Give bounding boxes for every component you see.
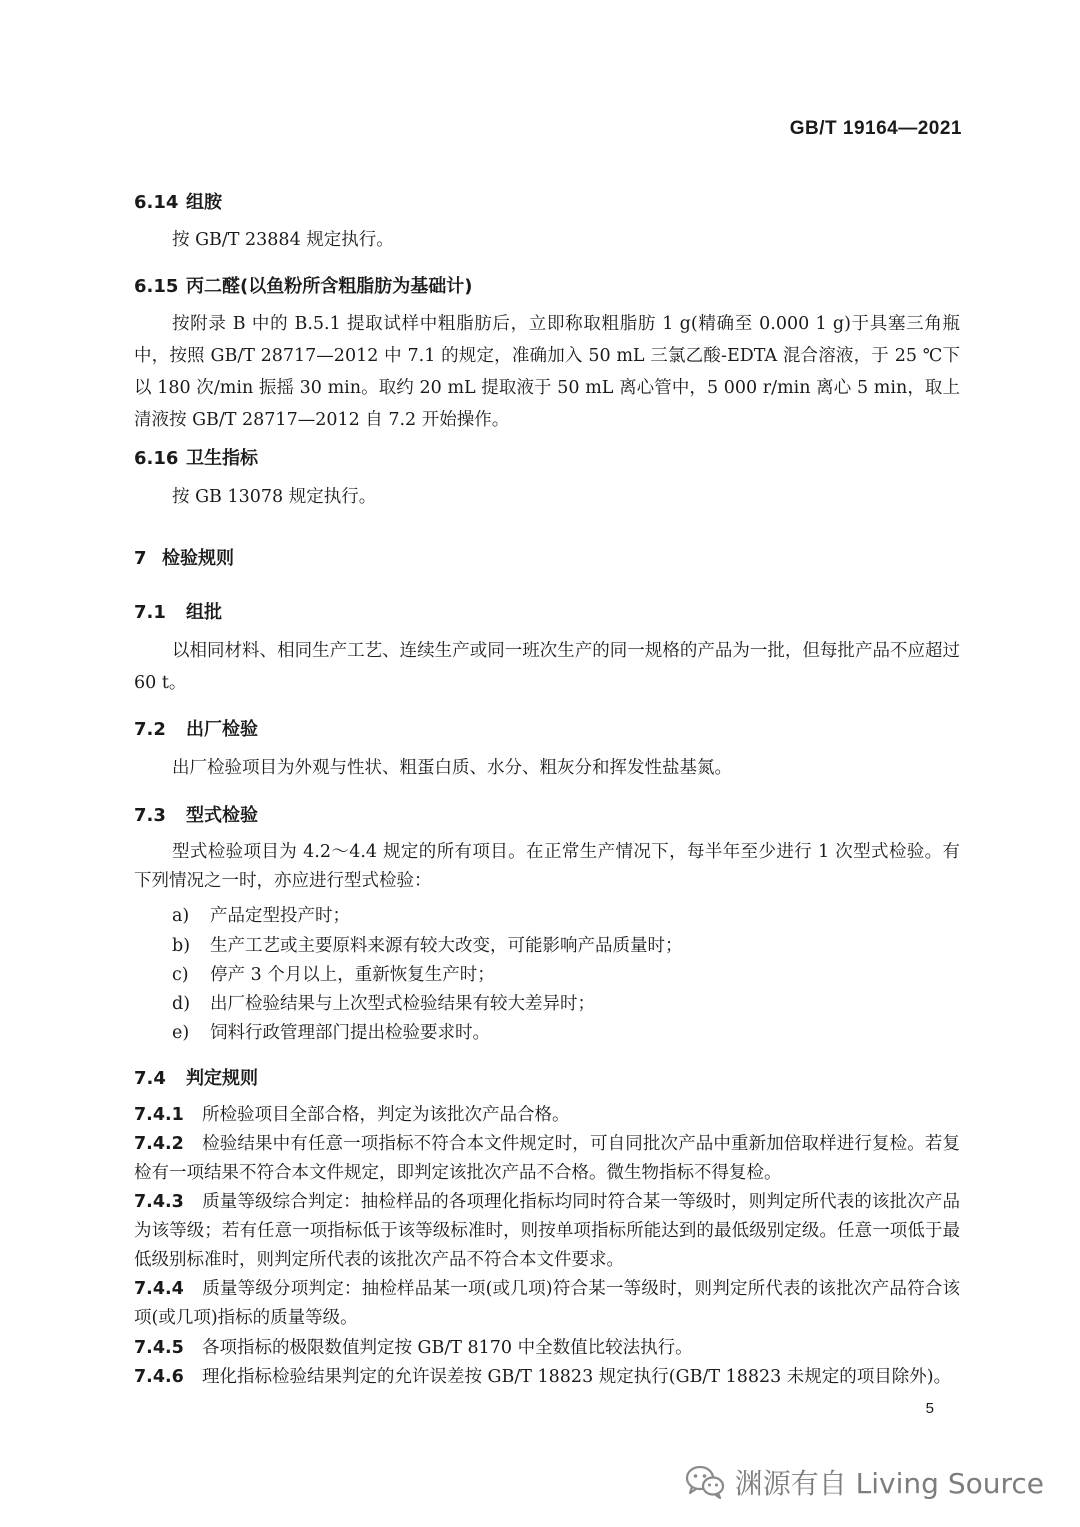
list-item-text: 停产 3 个月以上，重新恢复生产时； xyxy=(210,965,495,985)
clause-text: 所检验项目全部合格，判定为该批次产品合格。 xyxy=(202,1105,570,1125)
heading-7-3 xyxy=(134,801,258,827)
list-marker: e) xyxy=(172,1023,190,1043)
clause-text: 各项指标的极限数值判定按 GB/T 8170 中全数值比较法执行。 xyxy=(202,1338,693,1358)
clause-number: 7.4.3 xyxy=(134,1192,184,1212)
heading-title: 卫生指标 xyxy=(186,448,258,469)
heading-7-2 xyxy=(134,715,258,741)
heading-6-15 xyxy=(134,272,472,298)
page-number: 5 xyxy=(925,1400,934,1417)
clause-7-4-5 xyxy=(134,1334,960,1363)
heading-6-14 xyxy=(134,188,222,214)
heading-number: 7.1 xyxy=(134,602,166,623)
list-marker: c) xyxy=(172,965,189,985)
heading-number: 6.14 xyxy=(134,192,179,213)
heading-7-1 xyxy=(134,598,222,624)
clause-7-4-2 xyxy=(134,1130,960,1188)
watermark-text: 渊源有自 Living Source xyxy=(734,1467,1044,1500)
list-marker: b) xyxy=(172,936,191,956)
clause-number: 7.4.5 xyxy=(134,1338,184,1358)
heading-number: 7.2 xyxy=(134,719,166,740)
paragraph-7-1: 以相同材料、相同生产工艺、连续生产或同一班次生产的同一规格的产品为一批，但每批产品不应超过 60 t。 xyxy=(134,641,960,693)
clause-text: 理化指标检验结果判定的允许误差按 GB/T 18823 规定执行(GB/T 18823 未规定的项目除外)。 xyxy=(202,1367,952,1387)
heading-number: 7.3 xyxy=(134,805,166,826)
heading-title: 组胺 xyxy=(186,192,222,213)
heading-number: 6.15 xyxy=(134,276,179,297)
list-item-text: 产品定型投产时； xyxy=(210,906,350,926)
list-item xyxy=(172,902,350,927)
list-item-text: 出厂检验结果与上次型式检验结果有较大差异时； xyxy=(210,994,595,1014)
list-item xyxy=(172,961,495,986)
heading-title: 出厂检验 xyxy=(186,719,258,740)
list-item xyxy=(172,932,683,957)
paragraph-6-14: 按 GB/T 23884 规定执行。 xyxy=(172,230,394,250)
clause-number: 7.4.6 xyxy=(134,1367,184,1387)
heading-title: 组批 xyxy=(186,602,222,623)
list-item-text: 饲料行政管理部门提出检验要求时。 xyxy=(210,1023,490,1043)
heading-title: 型式检验 xyxy=(186,805,258,826)
clause-7-4-6 xyxy=(134,1363,960,1392)
paragraph-7-2: 出厂检验项目为外观与性状、粗蛋白质、水分、粗灰分和挥发性盐基氮。 xyxy=(172,758,732,778)
heading-6-16 xyxy=(134,444,258,470)
heading-number: 7.4 xyxy=(134,1068,166,1089)
list-item xyxy=(172,1019,490,1044)
heading-title: 丙二醛(以鱼粉所含粗脂肪为基础计) xyxy=(186,276,473,297)
heading-number: 6.16 xyxy=(134,448,179,469)
heading-title: 判定规则 xyxy=(186,1068,258,1089)
clause-7-4-4 xyxy=(134,1275,960,1333)
paragraph-6-16: 按 GB 13078 规定执行。 xyxy=(172,487,377,507)
clause-number: 7.4.2 xyxy=(134,1134,184,1154)
clause-number: 7.4.1 xyxy=(134,1105,184,1125)
list-marker: d) xyxy=(172,994,191,1014)
list-marker: a) xyxy=(172,906,190,926)
standard-number: GB/T 19164—2021 xyxy=(789,118,962,139)
clause-text: 质量等级综合判定：抽检样品的各项理化指标均同时符合某一等级时，则判定所代表的该批次产品为该等级；若有任意一项指标低于该等级标准时，则按单项指标所能达到的最低级别定级。任意一项低于最低级别标准时，则判定所代表的该批次产品不符合本文件要求。 xyxy=(134,1192,960,1270)
heading-title: 检验规则 xyxy=(162,548,234,569)
clause-text: 质量等级分项判定：抽检样品某一项(或几项)符合某一等级时，则判定所代表的该批次产品符合该项(或几项)指标的质量等级。 xyxy=(134,1279,960,1328)
watermark xyxy=(685,1462,1044,1502)
paragraph-7-3: 型式检验项目为 4.2～4.4 规定的所有项目。在正常生产情况下，每半年至少进行 1 次型式检验。有下列情况之一时，亦应进行型式检验： xyxy=(134,842,960,891)
list-item-text: 生产工艺或主要原料来源有较大改变，可能影响产品质量时； xyxy=(210,936,683,956)
clause-7-4-3 xyxy=(134,1188,960,1275)
paragraph-6-15: 按附录 B 中的 B.5.1 提取试样中粗脂肪后，立即称取粗脂肪 1 g(精确至 0.000 1 g)于具塞三角瓶中，按照 GB/T 28717—2012 中 7.1 的规定，准确加入 50 mL 三氯乙酸-EDTA 混合溶液，于 25 ℃下以 180 次/min 振摇 30 min。取约 20 mL 提取液于 50 mL 离心管中，5 000 r/min 离心 5 min，取上清液按 GB/T 28717—2012 自 7.2 开始操作。 xyxy=(134,314,960,430)
heading-7-4 xyxy=(134,1064,258,1090)
wechat-icon xyxy=(685,1464,725,1500)
clause-7-4-1 xyxy=(134,1101,960,1130)
heading-number: 7 xyxy=(134,548,147,569)
heading-7 xyxy=(134,544,234,570)
clause-number: 7.4.4 xyxy=(134,1279,184,1299)
list-item xyxy=(172,990,595,1015)
clause-text: 检验结果中有任意一项指标不符合本文件规定时，可自同批次产品中重新加倍取样进行复检。若复检有一项结果不符合本文件规定，即判定该批次产品不合格。微生物指标不得复检。 xyxy=(134,1134,960,1183)
